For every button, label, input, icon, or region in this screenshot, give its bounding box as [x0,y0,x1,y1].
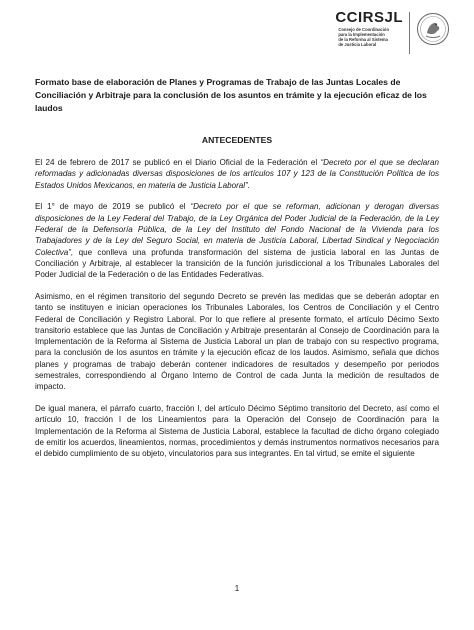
logo-divider [409,12,410,54]
paragraph-text: que conlleva una profunda transformación del sistema de justicia laboral en las Juntas de Conciliación y Arbitraje, al establecer la transición de la función jurisdiccional a los Tribunales Laborales del Poder Judicial de la Federación o de las Entidades Federativas. [35,247,439,280]
page-number: 1 [234,584,240,593]
logo-subtitle-line: de la Reforma al Sistema [338,37,388,42]
logo-subtitle [338,27,389,47]
paragraph-text: El 24 de febrero de 2017 se publicó en el Diario Oficial de la Federación el [35,158,321,167]
paragraph-1 [35,157,439,191]
document-body [35,76,439,470]
paragraph-3 [35,291,439,393]
paragraph-2 [35,201,439,280]
paragraph-text: El 1° de mayo de 2019 se publicó el [35,202,191,212]
paragraph-italic-text: “Decreto por el que se reforman, adicionan y derogan diversas disposiciones de la Ley Federal del Trabajo, de la Ley Orgánica del Poder Judicial de la Federación, de la Ley Federal de la Defensoría Pública, de la Ley del Instituto del Fondo Nacional de la Vivienda para los Trabajadores y de la Ley del Seguro Social, en materia de Justicia Laboral, Libertad Sindical y Negociación Colectiva”, [35,202,439,257]
logo-subtitle-line: Consejo de Coordinación [338,27,390,32]
logo-subtitle-line: para la Implementación [338,32,385,37]
logo-subtitle-line: de Justicia Laboral [338,42,377,47]
paragraph-italic-text: “Decreto por el que se declaran reformadas y adicionadas diversas disposiciones de los artículos 107 y 123 de la Constitución Política de los Estados Unidos Mexicanos, en materia de Justicia Laboral”. [35,158,439,190]
section-heading: ANTECEDENTES [201,135,273,145]
paragraph-text: Asimismo, en el régimen transitorio del segundo Decreto se prevén las medidas que se deberán adoptar en tanto se instituyen e inician operaciones los Tribunales Laborales, los Centros de Conciliación y el Centro Federal de Conciliación y Registro Laboral. Por lo que refiere al presente formato, el artículo Décimo Sexto transitorio establece que las Juntas de Conciliación y Arbitraje presentarán al Consejo de Coordinación para la Implementación de la Reforma al Sistema de Justicia Laboral un plan de trabajo con su respectivo programa, para la conclusión de los asuntos en trámite y la ejecución eficaz de los laudos. Asimismo, señala que dichos planes y programas de trabajo deberán contener indicadores de resultados y desempeño por periodos semestrales, correspondiendo al Órgano Interno de Control de cada Junta la medición de resultados de impacto. [35,291,439,392]
coat-of-arms-icon [416,12,450,46]
paragraph-text: De igual manera, el párrafo cuarto, fracción I, del artículo Décimo Séptimo transitorio del Decreto, así como el artículo 10, fracción I de los Lineamientos para la Operación del Consejo de Coordinación para la Implementación de la Reforma al Sistema de Justicia Laboral, establece la facultad de dicho órgano colegiado de emitir los acuerdos, lineamientos, normas, procedimientos y demás instrumentos normativos necesarios para el debido cumplimiento de su objeto, vinculatorios para sus integrantes. En tal virtud, se emite el siguiente [35,404,439,459]
document-title: Formato base de elaboración de Planes y Programas de Trabajo de las Juntas Locales de Conciliación y Arbitraje para la conclusión de los asuntos en trámite y la ejecución eficaz de los laudos [35,77,427,113]
logo-wordmark: CCIRSJL [335,9,403,26]
paragraph-4 [35,403,439,459]
page-header [335,10,450,56]
ccirsjl-logo [335,10,403,47]
